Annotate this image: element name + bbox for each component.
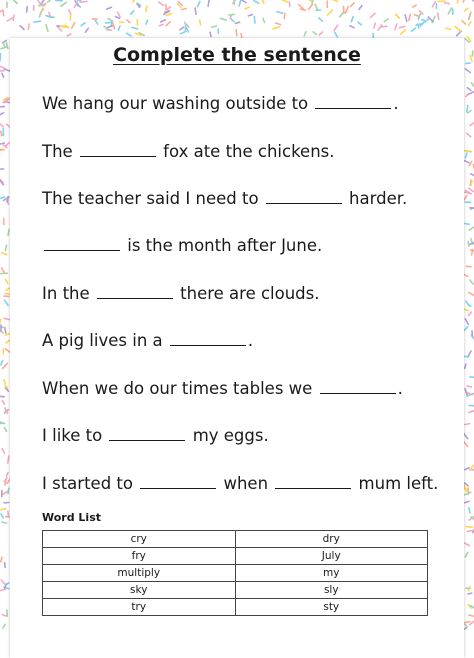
table-row (43, 531, 428, 548)
sprinkle (0, 71, 4, 72)
sprinkle (467, 88, 471, 91)
sprinkle (465, 364, 466, 368)
sprinkle (370, 13, 375, 17)
sprinkle (319, 18, 322, 21)
sprinkle (466, 63, 470, 64)
sprinkle (254, 16, 255, 23)
sprinkle (0, 396, 4, 397)
sprinkle (0, 66, 5, 69)
sprinkle (7, 18, 13, 21)
sprinkle (0, 319, 1, 324)
sprinkle (186, 28, 188, 32)
sprinkle (471, 250, 474, 251)
answer-blank (320, 392, 396, 394)
sprinkle (425, 18, 429, 22)
sprinkle (448, 8, 451, 14)
word-list-table (42, 530, 428, 616)
sprinkle (335, 32, 338, 37)
sprinkle (328, 10, 333, 15)
sprinkle (167, 7, 171, 10)
sentence-3: The teacher said I need to harder. (42, 189, 407, 208)
sprinkle (46, 16, 52, 17)
sprinkle (166, 13, 172, 15)
sprinkle (12, 0, 17, 4)
sprinkle (465, 69, 470, 73)
sprinkle (446, 28, 451, 29)
sprinkle (2, 253, 7, 255)
word-cell: sky (43, 582, 236, 599)
sprinkle (41, 0, 44, 4)
sprinkle (34, 21, 41, 22)
sprinkle (401, 30, 406, 34)
sprinkle (468, 111, 471, 113)
sprinkle (358, 22, 361, 25)
sprinkle (304, 32, 306, 36)
sprinkle (248, 15, 252, 16)
sprinkle (20, 26, 24, 30)
sprinkle (432, 2, 435, 7)
sprinkle (462, 21, 465, 24)
sprinkle (467, 386, 471, 387)
sprinkle (1, 558, 2, 562)
sprinkle (245, 7, 249, 9)
sprinkle (469, 188, 473, 191)
sprinkle (464, 485, 466, 492)
sprinkle (95, 21, 98, 25)
sprinkle (464, 624, 467, 627)
sprinkle (465, 8, 468, 11)
sprinkle (0, 197, 5, 198)
sprinkle (159, 2, 164, 5)
sprinkle (345, 7, 348, 13)
sprinkle (27, 7, 28, 13)
sentence-1: We hang our washing outside to . (42, 94, 399, 113)
sprinkle (108, 26, 113, 27)
sprinkle (132, 27, 138, 28)
sprinkle (116, 17, 120, 19)
sprinkle (1, 509, 6, 510)
sprinkle (56, 0, 62, 1)
sprinkle (72, 23, 75, 28)
sprinkle (359, 6, 362, 10)
sprinkle (75, 0, 81, 1)
sprinkle (2, 73, 4, 77)
sprinkle (108, 19, 113, 21)
answer-blank (170, 344, 246, 346)
sprinkle (468, 351, 471, 357)
sprinkle (5, 563, 6, 568)
sprinkle (107, 7, 112, 9)
sprinkle (263, 18, 265, 22)
sprinkle (48, 0, 51, 2)
sprinkle (2, 449, 5, 454)
sprinkle (1, 589, 6, 590)
sprinkle (127, 20, 130, 23)
sentence-2: The fox ate the chickens. (42, 142, 335, 161)
sprinkle (464, 627, 467, 629)
sprinkle (350, 3, 354, 6)
word-cell: sty (235, 599, 428, 616)
table-row (43, 599, 428, 616)
sprinkle (468, 587, 470, 591)
sprinkle (457, 0, 458, 3)
sprinkle (231, 19, 234, 22)
sprinkle (40, 13, 41, 17)
sprinkle (468, 22, 470, 26)
sprinkle (5, 334, 9, 336)
word-cell: fry (43, 548, 236, 565)
sprinkle (465, 424, 470, 425)
sprinkle (469, 312, 472, 316)
sprinkle (413, 5, 417, 7)
sprinkle (67, 34, 71, 36)
sprinkle (4, 380, 6, 384)
sprinkle (6, 473, 8, 477)
sprinkle (166, 22, 170, 26)
sprinkle (351, 16, 353, 21)
sprinkle (80, 2, 87, 3)
sprinkle (309, 0, 312, 1)
sprinkle (197, 2, 200, 7)
sprinkle (229, 14, 234, 15)
answer-blank (109, 439, 185, 441)
sprinkle (221, 18, 227, 20)
sprinkle (469, 12, 471, 19)
answer-blank (80, 155, 156, 157)
sprinkle (319, 32, 322, 35)
sprinkle (468, 593, 472, 594)
sprinkle (438, 13, 439, 19)
sprinkle (445, 3, 450, 4)
sprinkle (465, 153, 467, 158)
sprinkle (2, 522, 7, 523)
sprinkle (463, 0, 465, 2)
sprinkle (1, 361, 3, 365)
sprinkle (275, 23, 280, 25)
worksheet (10, 38, 464, 658)
sprinkle (470, 280, 473, 284)
sprinkle (1, 47, 7, 49)
answer-blank (44, 249, 120, 251)
sprinkle (5, 279, 7, 283)
sprinkle (5, 300, 9, 305)
sprinkle (236, 22, 240, 23)
sprinkle (467, 106, 468, 112)
sprinkle (0, 124, 3, 127)
sprinkle (46, 25, 48, 32)
sprinkle (472, 51, 473, 56)
sprinkle (465, 552, 468, 556)
sprinkle (468, 241, 469, 246)
answer-blank (315, 107, 391, 109)
sprinkle (469, 615, 474, 616)
word-cell: July (235, 548, 428, 565)
sprinkle (254, 1, 259, 4)
sprinkle (38, 1, 41, 5)
table-row (43, 548, 428, 565)
sprinkle (277, 12, 283, 14)
word-list-title: Word List (42, 511, 101, 524)
sprinkle (1, 580, 4, 584)
sprinkle (282, 0, 287, 2)
sprinkle (4, 42, 5, 46)
sprinkle (13, 15, 14, 20)
sprinkle (8, 456, 9, 463)
sprinkle (200, 20, 201, 25)
sprinkle (469, 405, 474, 406)
sprinkle (455, 27, 460, 32)
sprinkle (236, 30, 237, 36)
sprinkle (465, 224, 469, 225)
sprinkle (466, 266, 471, 267)
sentence-9: I started to when mum left. (42, 474, 438, 493)
sprinkle (396, 14, 400, 18)
answer-blank (97, 297, 173, 299)
sprinkle (468, 304, 471, 306)
sprinkle (69, 10, 71, 14)
sprinkle (469, 227, 474, 230)
sprinkle (464, 433, 468, 439)
word-cell: try (43, 599, 236, 616)
sprinkle (242, 0, 246, 3)
sprinkle (465, 389, 467, 395)
sprinkle (5, 329, 6, 333)
page-title: Complete the sentence (10, 44, 464, 66)
sprinkle (208, 0, 209, 6)
sprinkle (0, 150, 4, 151)
sprinkle (409, 14, 411, 20)
sentence-5: In the there are clouds. (42, 284, 320, 303)
sprinkle (239, 0, 241, 6)
sprinkle (3, 491, 8, 494)
sprinkle (131, 11, 134, 15)
sprinkle (180, 31, 186, 33)
sprinkle (28, 24, 29, 29)
sprinkle (466, 527, 472, 528)
sprinkle (0, 113, 4, 116)
sprinkle (3, 363, 8, 368)
word-cell: dry (235, 531, 428, 548)
sprinkle (182, 8, 187, 9)
word-cell: multiply (43, 565, 236, 582)
word-cell: sly (235, 582, 428, 599)
sprinkle (159, 24, 163, 25)
sprinkle (1, 514, 3, 518)
sprinkle (470, 181, 473, 185)
sprinkle (273, 27, 280, 29)
sprinkle (465, 501, 469, 502)
sprinkle (467, 133, 471, 136)
sprinkle (3, 624, 6, 628)
table-row (43, 582, 428, 599)
sprinkle (399, 26, 405, 28)
sprinkle (6, 143, 9, 146)
sprinkle (312, 1, 313, 5)
sprinkle (133, 0, 137, 2)
sprinkle (284, 13, 285, 18)
sprinkle (85, 28, 88, 32)
sprinkle (212, 26, 217, 27)
word-cell: my (235, 565, 428, 582)
sprinkle (81, 23, 85, 26)
word-cell: cry (43, 531, 236, 548)
sprinkle (8, 197, 9, 202)
sprinkle (374, 23, 375, 28)
sprinkle (469, 162, 472, 166)
sprinkle (469, 508, 470, 513)
sentence-4: is the month after June. (42, 236, 322, 255)
sprinkle (380, 26, 387, 27)
sprinkle (350, 26, 354, 28)
sprinkle (384, 19, 388, 22)
sprinkle (464, 196, 467, 201)
table-row (43, 565, 428, 582)
sprinkle (161, 20, 166, 22)
sprinkle (469, 292, 474, 295)
sprinkle (464, 160, 469, 163)
sprinkle (465, 483, 468, 486)
sprinkle (195, 8, 196, 14)
sprinkle (127, 33, 132, 36)
sprinkle (464, 309, 468, 310)
sprinkle (2, 615, 7, 617)
sprinkle (465, 319, 468, 325)
sprinkle (464, 543, 470, 546)
sprinkle (210, 32, 211, 36)
sprinkle (61, 2, 66, 6)
sprinkle (395, 24, 397, 30)
sprinkle (146, 20, 148, 24)
sentence-7: When we do our times tables we . (42, 379, 403, 398)
sprinkle (180, 27, 184, 30)
sprinkle (4, 318, 9, 319)
sprinkle (0, 143, 4, 144)
sprinkle (5, 428, 7, 432)
sentence-8: I like to my eggs. (42, 426, 269, 445)
sprinkle (113, 23, 115, 29)
sprinkle (467, 531, 471, 532)
sprinkle (405, 15, 407, 21)
sprinkle (106, 22, 113, 23)
answer-blank (140, 487, 216, 489)
sprinkle (470, 123, 474, 126)
sprinkle (313, 32, 316, 35)
sprinkle (2, 268, 5, 273)
sprinkle (241, 34, 242, 38)
sprinkle (2, 401, 4, 405)
answer-blank (266, 202, 342, 204)
sentence-6: A pig lives in a . (42, 331, 253, 350)
sprinkle (412, 28, 416, 31)
sprinkle (415, 15, 419, 16)
sprinkle (333, 0, 337, 1)
sprinkle (118, 26, 120, 31)
sprinkle (334, 25, 338, 30)
sprinkle (471, 83, 473, 86)
sprinkle (8, 229, 9, 235)
sprinkle (438, 1, 445, 2)
sprinkle (465, 492, 471, 494)
sprinkle (146, 6, 147, 12)
sprinkle (117, 12, 120, 17)
sprinkle (465, 622, 470, 623)
sprinkle (6, 245, 7, 251)
answer-blank (275, 487, 351, 489)
sprinkle (262, 0, 264, 3)
sprinkle (1, 131, 2, 135)
